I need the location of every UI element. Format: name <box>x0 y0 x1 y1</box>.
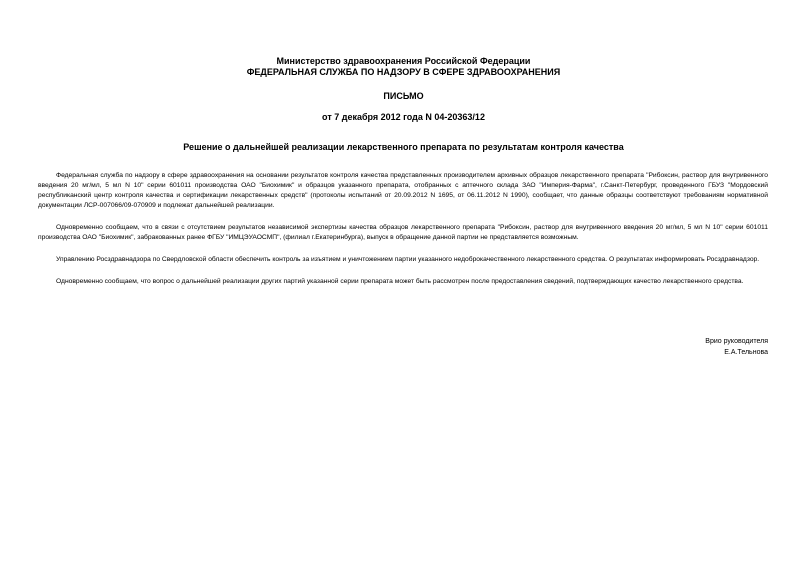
ministry-name: Министерство здравоохранения Российской Федерации <box>276 56 531 66</box>
service-name: ФЕДЕРАЛЬНАЯ СЛУЖБА ПО НАДЗОРУ В СФЕРЕ ЗДРАВООХРАНЕНИЯ <box>246 67 561 77</box>
signature-block <box>705 336 768 358</box>
document-type: ПИСЬМО <box>383 91 424 101</box>
document-title: Решение о дальнейшей реализации лекарственного препарата по результатам контроля качества <box>183 142 624 152</box>
body-paragraph: Одновременно сообщаем, что в связи с отсутствием результатов независимой экспертизы качества образцов лекарственного препарата "Рибоксин, раствор для внутривенного введения 20 мг/мл, 5 мл N 10" серии 601011 производства ОАО "Биохимик", забракованных ранее ФГБУ "ИМЦЭУАОСМП", (филиал г.Екатеринбурга), выпуск в обращение данной партии не представляется возможным. <box>38 224 768 241</box>
body-paragraph: Управлению Росздравнадзора по Свердловской области обеспечить контроль за изъятием и уничтожением партии указанного недоброкачественного лекарственного средства. О результатах информировать Росздравнадзор. <box>56 256 760 263</box>
document-body <box>38 171 768 299</box>
document-date-number: от 7 декабря 2012 года N 04-20363/12 <box>322 112 485 122</box>
signatory-name: Е.А.Тельнова <box>724 349 768 356</box>
signatory-position: Врио руководителя <box>705 338 768 345</box>
document-header <box>0 56 807 78</box>
body-paragraph: Одновременно сообщаем, что вопрос о дальнейшей реализации других партий указанной серии препарата может быть рассмотрен после предоставления сведений, подтверждающих качество лекарственного средства. <box>56 278 744 285</box>
body-paragraph: Федеральная служба по надзору в сфере здравоохранения на основании результатов контроля качества представленных производителем архивных образцов лекарственного препарата "Рибоксин, раствор для внутривенного введения 20 мг/мл, 5 мл N 10" серии 601011 производства ОАО "Биохимик" и образцов указанного препарата, отобранных с аптечного склада ЗАО "Империя-Фарма", г.Санкт-Петербург, проведенного ГБУЗ "Мордовский республиканский центр контроля качества и сертификации лекарственных средств" (протоколы испытаний от 20.09.2012 N 1695, от 06.11.2012 N 1990), сообщает, что данные образцы соответствуют требованиям нормативной документации ЛСР-007066/09-070909 и подлежат дальнейшей реализации. <box>38 172 768 209</box>
